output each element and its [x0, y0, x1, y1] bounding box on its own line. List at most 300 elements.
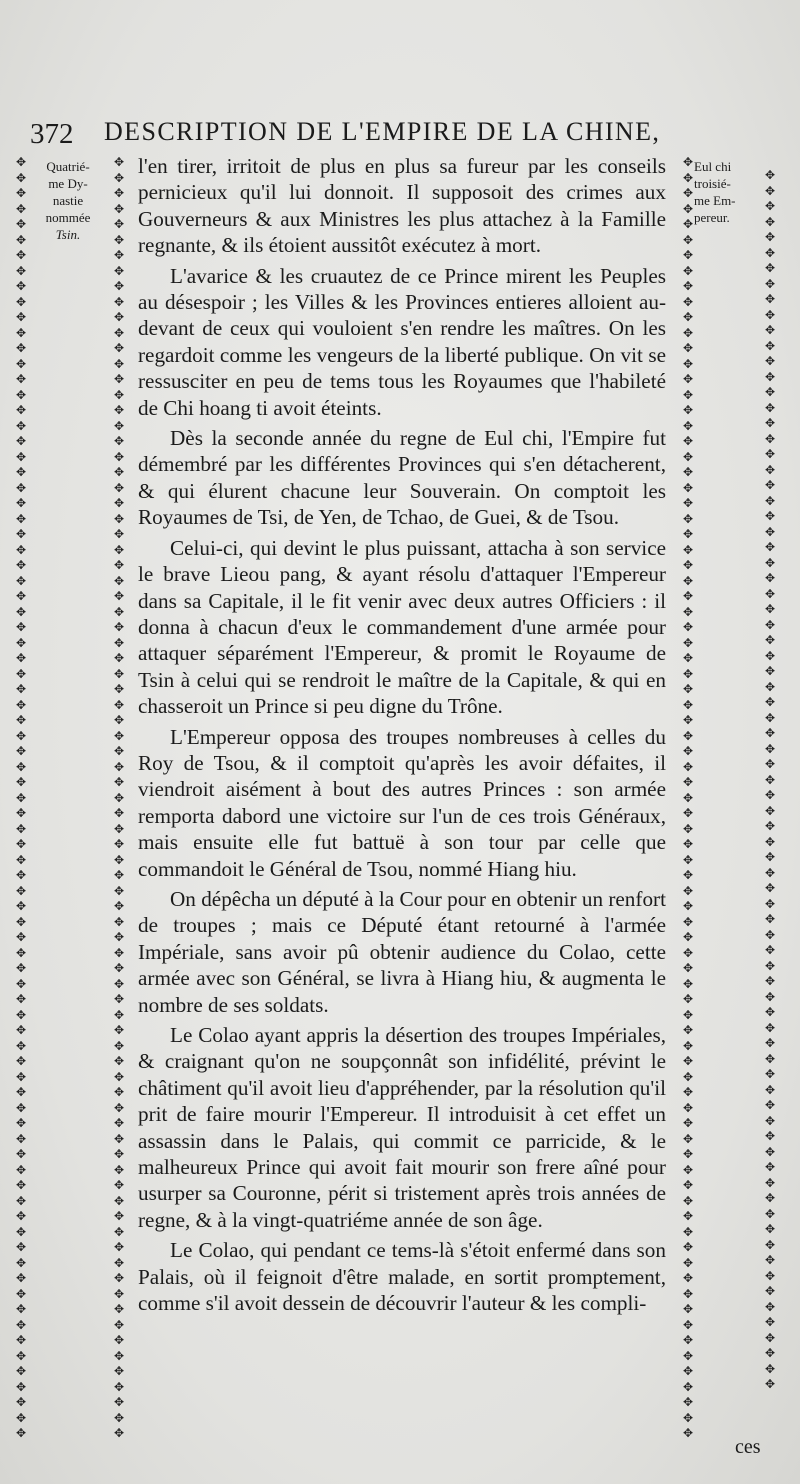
fleuron-ornament-icon: ✥ [682, 1395, 694, 1409]
fleuron-ornament-icon: ✥ [764, 788, 776, 802]
fleuron-ornament-icon: ✥ [15, 1302, 27, 1316]
fleuron-ornament-icon: ✥ [113, 1023, 125, 1037]
fleuron-ornament-icon: ✥ [113, 1131, 125, 1146]
fleuron-ornament-icon: ✥ [682, 651, 694, 665]
fleuron-ornament-icon: ✥ [113, 1085, 125, 1099]
fleuron-ornament-icon: ✥ [113, 821, 125, 836]
fleuron-ornament-icon: ✥ [113, 418, 125, 433]
fleuron-ornament-icon: ✥ [113, 868, 125, 882]
fleuron-ornament-icon: ✥ [682, 635, 694, 650]
fleuron-ornament-icon: ✥ [682, 1240, 694, 1254]
fleuron-ornament-icon: ✥ [682, 325, 694, 340]
body-text [138, 153, 666, 1320]
fleuron-ornament-icon: ✥ [764, 664, 776, 678]
fleuron-ornament-icon: ✥ [682, 558, 694, 572]
fleuron-ornament-icon: ✥ [113, 496, 125, 510]
fleuron-ornament-icon: ✥ [764, 323, 776, 337]
fleuron-ornament-icon: ✥ [15, 1178, 27, 1192]
fleuron-ornament-icon: ✥ [764, 385, 776, 399]
fleuron-ornament-icon: ✥ [113, 1255, 125, 1270]
fleuron-ornament-icon: ✥ [764, 912, 776, 926]
margin-right-line: pereur. [694, 210, 730, 225]
fleuron-ornament-icon: ✥ [15, 635, 27, 650]
fleuron-ornament-icon: ✥ [15, 1116, 27, 1130]
fleuron-ornament-icon: ✥ [682, 1100, 694, 1115]
fleuron-ornament-icon: ✥ [764, 1129, 776, 1143]
fleuron-ornament-icon: ✥ [15, 914, 27, 929]
fleuron-ornament-icon: ✥ [113, 1116, 125, 1130]
fleuron-ornament-icon: ✥ [113, 635, 125, 650]
margin-left-line: me Dy- [48, 176, 88, 191]
fleuron-ornament-icon: ✥ [764, 509, 776, 523]
fleuron-ornament-icon: ✥ [113, 263, 125, 278]
fleuron-ornament-icon: ✥ [113, 310, 125, 324]
fleuron-ornament-icon: ✥ [764, 230, 776, 244]
fleuron-ornament-icon: ✥ [113, 1317, 125, 1332]
fleuron-ornament-icon: ✥ [113, 1271, 125, 1285]
fleuron-ornament-icon: ✥ [15, 480, 27, 495]
fleuron-ornament-icon: ✥ [113, 1348, 125, 1363]
fleuron-ornament-icon: ✥ [113, 403, 125, 417]
fleuron-ornament-icon: ✥ [764, 1144, 776, 1159]
fleuron-ornament-icon: ✥ [764, 1098, 776, 1112]
fleuron-ornament-icon: ✥ [15, 604, 27, 619]
fleuron-ornament-icon: ✥ [113, 1224, 125, 1239]
fleuron-ornament-icon: ✥ [113, 1333, 125, 1347]
fleuron-ornament-icon: ✥ [764, 1175, 776, 1190]
fleuron-ornament-icon: ✥ [15, 589, 27, 603]
fleuron-ornament-icon: ✥ [15, 1286, 27, 1301]
paragraph: On dépêcha un député à la Cour pour en obtenir un renfort de troupes ; mais ce Député étant retourné à l'armée Impériale, sans avoir pû obtenir audience du Colao, cette armée avec son Général, se livra à Hiang hiu, & augmenta le nombre de ses soldats. [138, 886, 666, 1017]
fleuron-ornament-icon: ✥ [15, 682, 27, 696]
fleuron-ornament-icon: ✥ [682, 1116, 694, 1130]
fleuron-ornament-icon: ✥ [113, 1302, 125, 1316]
fleuron-ornament-icon: ✥ [682, 1333, 694, 1347]
fleuron-ornament-icon: ✥ [15, 496, 27, 510]
fleuron-ornament-icon: ✥ [682, 1271, 694, 1285]
fleuron-ornament-icon: ✥ [682, 604, 694, 619]
fleuron-ornament-icon: ✥ [682, 186, 694, 200]
fleuron-ornament-icon: ✥ [764, 1284, 776, 1298]
fleuron-ornament-icon: ✥ [764, 865, 776, 880]
fleuron-ornament-icon: ✥ [15, 1271, 27, 1285]
fleuron-ornament-icon: ✥ [113, 1162, 125, 1177]
fleuron-ornament-icon: ✥ [15, 1193, 27, 1208]
fleuron-ornament-icon: ✥ [15, 1240, 27, 1254]
page-number: 372 [30, 118, 74, 150]
fleuron-ornament-icon: ✥ [682, 403, 694, 417]
fleuron-ornament-icon: ✥ [15, 775, 27, 789]
fleuron-ornament-icon: ✥ [682, 263, 694, 278]
fleuron-ornament-icon: ✥ [15, 1007, 27, 1022]
fleuron-ornament-icon: ✥ [764, 617, 776, 632]
fleuron-ornament-icon: ✥ [15, 155, 27, 169]
fleuron-ornament-icon: ✥ [682, 790, 694, 805]
fleuron-ornament-icon: ✥ [764, 1222, 776, 1236]
fleuron-ornament-icon: ✥ [682, 1162, 694, 1177]
fleuron-ornament-icon: ✥ [682, 868, 694, 882]
fleuron-ornament-icon: ✥ [113, 1007, 125, 1022]
fleuron-ornament-icon: ✥ [764, 834, 776, 849]
fleuron-ornament-icon: ✥ [113, 1038, 125, 1053]
fleuron-ornament-icon: ✥ [15, 542, 27, 557]
fleuron-ornament-icon: ✥ [682, 1348, 694, 1363]
fleuron-ornament-icon: ✥ [764, 648, 776, 663]
fleuron-ornament-icon: ✥ [682, 1085, 694, 1099]
fleuron-ornament-icon: ✥ [682, 449, 694, 464]
fleuron-ornament-icon: ✥ [764, 1346, 776, 1360]
fleuron-ornament-icon: ✥ [113, 697, 125, 712]
fleuron-ornament-icon: ✥ [682, 1131, 694, 1146]
fleuron-ornament-icon: ✥ [15, 186, 27, 200]
fleuron-ornament-icon: ✥ [15, 1038, 27, 1053]
fleuron-ornament-icon: ✥ [113, 527, 125, 541]
fleuron-ornament-icon: ✥ [682, 1147, 694, 1161]
fleuron-ornament-icon: ✥ [113, 604, 125, 619]
fleuron-ornament-icon: ✥ [15, 294, 27, 309]
margin-right-line: Eul chi [694, 159, 732, 174]
margin-right-line: troisié- [694, 176, 731, 191]
fleuron-ornament-icon: ✥ [764, 710, 776, 725]
paragraph: l'en tirer, irritoit de plus en plus sa fureur par les conseils pernicieux qu'il lui donnoit. Il supposoit des crimes aux Gouverneurs & aux Ministres les plus attachez à la Famille regnante, & ils étoient aussitôt exécutez à mort. [138, 154, 666, 258]
fleuron-ornament-icon: ✥ [764, 1206, 776, 1221]
fleuron-ornament-icon: ✥ [764, 261, 776, 275]
fleuron-ornament-icon: ✥ [15, 1317, 27, 1332]
fleuron-ornament-icon: ✥ [15, 1348, 27, 1363]
fleuron-ornament-icon: ✥ [682, 1193, 694, 1208]
fleuron-ornament-icon: ✥ [113, 232, 125, 247]
fleuron-ornament-icon: ✥ [682, 1317, 694, 1332]
fleuron-ornament-icon: ✥ [15, 744, 27, 758]
fleuron-ornament-icon: ✥ [682, 759, 694, 774]
fleuron-ornament-icon: ✥ [15, 620, 27, 634]
fleuron-ornament-icon: ✥ [113, 186, 125, 200]
fleuron-ornament-icon: ✥ [113, 217, 125, 231]
fleuron-ornament-icon: ✥ [682, 713, 694, 727]
fleuron-ornament-icon: ✥ [682, 899, 694, 913]
fleuron-ornament-icon: ✥ [113, 1379, 125, 1394]
fleuron-ornament-icon: ✥ [682, 1255, 694, 1270]
fleuron-ornament-icon: ✥ [15, 201, 27, 216]
fleuron-ornament-icon: ✥ [113, 542, 125, 557]
fleuron-ornament-icon: ✥ [113, 465, 125, 479]
fleuron-ornament-icon: ✥ [682, 1286, 694, 1301]
fleuron-ornament-icon: ✥ [113, 837, 125, 851]
fleuron-ornament-icon: ✥ [15, 434, 27, 448]
fleuron-ornament-icon: ✥ [764, 1020, 776, 1035]
fleuron-ornament-icon: ✥ [764, 1237, 776, 1252]
fleuron-ornament-icon: ✥ [764, 803, 776, 818]
fleuron-ornament-icon: ✥ [682, 1007, 694, 1022]
fleuron-ornament-icon: ✥ [15, 279, 27, 293]
fleuron-ornament-icon: ✥ [764, 338, 776, 353]
fleuron-ornament-icon: ✥ [113, 1147, 125, 1161]
fleuron-ornament-icon: ✥ [682, 372, 694, 386]
fleuron-ornament-icon: ✥ [15, 1131, 27, 1146]
fleuron-ornament-icon: ✥ [682, 930, 694, 944]
paragraph: Le Colao, qui pendant ce tems-là s'étoit enfermé dans son Palais, où il feignoit d'être malade, en sortit promptement, comme s'il avoit dessein de découvrir l'auteur & les compli- [138, 1238, 666, 1316]
fleuron-ornament-icon: ✥ [682, 992, 694, 1006]
fleuron-ornament-icon: ✥ [113, 852, 125, 867]
fleuron-ornament-icon: ✥ [682, 217, 694, 231]
fleuron-ornament-icon: ✥ [764, 958, 776, 973]
fleuron-ornament-icon: ✥ [682, 883, 694, 898]
fleuron-ornament-icon: ✥ [764, 772, 776, 787]
fleuron-ornament-icon: ✥ [764, 1160, 776, 1174]
fleuron-ornament-icon: ✥ [113, 713, 125, 727]
fleuron-ornament-icon: ✥ [682, 232, 694, 247]
fleuron-ornament-icon: ✥ [113, 806, 125, 820]
margin-left-line: Quatrié- [46, 159, 90, 174]
fleuron-ornament-icon: ✥ [764, 633, 776, 647]
margin-right-line: me Em- [694, 193, 736, 208]
fleuron-ornament-icon: ✥ [764, 307, 776, 322]
fleuron-ornament-icon: ✥ [113, 155, 125, 169]
fleuron-ornament-icon: ✥ [113, 728, 125, 743]
fleuron-ornament-icon: ✥ [15, 852, 27, 867]
fleuron-ornament-icon: ✥ [764, 416, 776, 430]
fleuron-ornament-icon: ✥ [113, 914, 125, 929]
fleuron-ornament-icon: ✥ [113, 1193, 125, 1208]
fleuron-ornament-icon: ✥ [682, 527, 694, 541]
fleuron-ornament-icon: ✥ [764, 462, 776, 477]
fleuron-ornament-icon: ✥ [764, 1268, 776, 1283]
fleuron-ornament-icon: ✥ [113, 372, 125, 386]
fleuron-ornament-icon: ✥ [15, 232, 27, 247]
fleuron-ornament-icon: ✥ [682, 682, 694, 696]
fleuron-ornament-icon: ✥ [15, 558, 27, 572]
paragraph: L'Empereur opposa des troupes nombreuses à celles du Roy de Tsou, & il comptoit qu'après les avoir défaites, il viendroit aisément à bout des autres Princes : son armée remporta dabord une victoire sur l'un de ces trois Généraux, mais ensuite elle fut battuë à son tour par celle que commandoit le Général de Tsou, nommé Hiang hiu. [138, 724, 666, 881]
fleuron-ornament-icon: ✥ [15, 666, 27, 681]
fleuron-ornament-icon: ✥ [764, 214, 776, 229]
fleuron-ornament-icon: ✥ [15, 759, 27, 774]
fleuron-ornament-icon: ✥ [682, 1224, 694, 1239]
fleuron-ornament-icon: ✥ [764, 757, 776, 771]
fleuron-ornament-icon: ✥ [15, 527, 27, 541]
fleuron-ornament-icon: ✥ [113, 744, 125, 758]
fleuron-ornament-icon: ✥ [113, 620, 125, 634]
fleuron-ornament-icon: ✥ [15, 883, 27, 898]
fleuron-ornament-icon: ✥ [15, 1333, 27, 1347]
paragraph: Le Colao ayant appris la désertion des troupes Impériales, & craignant qu'on ne soupçonnât son infidélité, prévint le châtiment qu'il avoit lieu d'appréhender, par la résolution qu'il prit de faire mourir l'Empereur. Il introduisit à cet effet un assassin dans le Palais, qui commit ce parricide, & le malheureux Prince qui avoit fait mourir son frere aîné pour usurper sa Couronne, périt si tristement après trois années de regne, & à la vingt-quatriéme année de son âge. [138, 1023, 666, 1232]
fleuron-ornament-icon: ✥ [682, 248, 694, 262]
fleuron-ornament-icon: ✥ [682, 728, 694, 743]
fleuron-ornament-icon: ✥ [682, 1364, 694, 1378]
margin-note-right [694, 158, 764, 226]
fleuron-ornament-icon: ✥ [764, 819, 776, 833]
fleuron-ornament-icon: ✥ [113, 945, 125, 960]
fleuron-ornament-icon: ✥ [15, 1069, 27, 1084]
fleuron-ornament-icon: ✥ [113, 279, 125, 293]
fleuron-ornament-icon: ✥ [764, 1005, 776, 1019]
fleuron-ornament-icon: ✥ [682, 1023, 694, 1037]
fleuron-ornament-icon: ✥ [764, 276, 776, 291]
fleuron-ornament-icon: ✥ [764, 447, 776, 461]
fleuron-ornament-icon: ✥ [682, 744, 694, 758]
fleuron-ornament-icon: ✥ [15, 930, 27, 944]
fleuron-ornament-icon: ✥ [15, 899, 27, 913]
fleuron-ornament-icon: ✥ [113, 883, 125, 898]
fleuron-ornament-icon: ✥ [682, 697, 694, 712]
fleuron-ornament-icon: ✥ [764, 292, 776, 306]
fleuron-ornament-icon: ✥ [113, 480, 125, 495]
fleuron-ornament-icon: ✥ [113, 325, 125, 340]
fleuron-ornament-icon: ✥ [682, 387, 694, 402]
fleuron-ornament-icon: ✥ [682, 434, 694, 448]
fleuron-ornament-icon: ✥ [113, 1410, 125, 1425]
fleuron-ornament-icon: ✥ [764, 183, 776, 198]
running-title: DESCRIPTION DE L'EMPIRE DE LA CHINE, [104, 117, 661, 146]
fleuron-ornament-icon: ✥ [15, 341, 27, 355]
fleuron-ornament-icon: ✥ [113, 589, 125, 603]
fleuron-ornament-icon: ✥ [113, 976, 125, 991]
fleuron-ornament-icon: ✥ [15, 418, 27, 433]
fleuron-ornament-icon: ✥ [15, 1395, 27, 1409]
fleuron-ornament-icon: ✥ [682, 1302, 694, 1316]
fleuron-ornament-icon: ✥ [15, 387, 27, 402]
fleuron-ornament-icon: ✥ [15, 651, 27, 665]
fleuron-ornament-icon: ✥ [682, 341, 694, 355]
fleuron-ornament-icon: ✥ [113, 1286, 125, 1301]
paragraph: L'avarice & les cruautez de ce Prince mirent les Peuples au désespoir ; les Villes & les Provinces entieres alloient au-devant de ceux qui vouloient s'en rendre les maîtres. On les regardoit comme les vengeurs de la liberté publique. On vit se ressusciter en peu de tems tous les Royaumes que l'habileté de Chi hoang ti avoit éteints. [138, 263, 666, 420]
fleuron-ornament-icon: ✥ [682, 961, 694, 975]
fleuron-ornament-icon: ✥ [764, 989, 776, 1004]
fleuron-ornament-icon: ✥ [764, 1051, 776, 1066]
fleuron-ornament-icon: ✥ [113, 248, 125, 262]
fleuron-ornament-icon: ✥ [113, 1178, 125, 1192]
fleuron-ornament-icon: ✥ [682, 170, 694, 185]
fleuron-ornament-icon: ✥ [682, 279, 694, 293]
fleuron-ornament-icon: ✥ [113, 899, 125, 913]
fleuron-ornament-icon: ✥ [113, 511, 125, 526]
fleuron-ornament-icon: ✥ [764, 1253, 776, 1267]
paragraph: Dès la seconde année du regne de Eul chi, l'Empire fut démembré par les différentes Provinces qui s'en détacherent, & qui élurent chacune leur Souverain. On comptoit les Royaumes de Tsi, de Yen, de Tchao, de Guei, & de Tsou. [138, 426, 666, 530]
fleuron-ornament-icon: ✥ [682, 837, 694, 851]
fleuron-ornament-icon: ✥ [113, 1209, 125, 1223]
fleuron-ornament-icon: ✥ [113, 294, 125, 309]
fleuron-ornament-icon: ✥ [15, 325, 27, 340]
ornament-column-left-outer [14, 155, 28, 1450]
fleuron-ornament-icon: ✥ [15, 403, 27, 417]
fleuron-ornament-icon: ✥ [113, 1100, 125, 1115]
fleuron-ornament-icon: ✥ [682, 294, 694, 309]
fleuron-ornament-icon: ✥ [682, 511, 694, 526]
fleuron-ornament-icon: ✥ [15, 263, 27, 278]
fleuron-ornament-icon: ✥ [15, 1224, 27, 1239]
fleuron-ornament-icon: ✥ [682, 589, 694, 603]
fleuron-ornament-icon: ✥ [15, 992, 27, 1006]
fleuron-ornament-icon: ✥ [15, 837, 27, 851]
fleuron-ornament-icon: ✥ [764, 369, 776, 384]
fleuron-ornament-icon: ✥ [15, 248, 27, 262]
fleuron-ornament-icon: ✥ [764, 679, 776, 694]
fleuron-ornament-icon: ✥ [113, 387, 125, 402]
margin-left-line: Tsin. [55, 227, 81, 242]
fleuron-ornament-icon: ✥ [682, 945, 694, 960]
fleuron-ornament-icon: ✥ [764, 478, 776, 492]
fleuron-ornament-icon: ✥ [764, 1377, 776, 1391]
fleuron-ornament-icon: ✥ [113, 759, 125, 774]
fleuron-ornament-icon: ✥ [15, 728, 27, 743]
fleuron-ornament-icon: ✥ [764, 726, 776, 740]
fleuron-ornament-icon: ✥ [764, 741, 776, 756]
paragraph: Celui-ci, qui devint le plus puissant, attacha à son service le brave Lieou pang, & ayant résolu d'attaquer l'Empereur dans sa Capitale, il le fit venir avec deux autres Officiers : il donna à chacun d'eux le commandement d'une armée pour attaquer séparément l'Empereur, & promit le Royaume de Tsin à celui qui se rendroit le maître de la Capitale, & qui en chasseroit un Prince si peu digne du Trône. [138, 535, 666, 719]
fleuron-ornament-icon: ✥ [764, 881, 776, 895]
fleuron-ornament-icon: ✥ [15, 1085, 27, 1099]
fleuron-ornament-icon: ✥ [682, 542, 694, 557]
fleuron-ornament-icon: ✥ [113, 1069, 125, 1084]
fleuron-ornament-icon: ✥ [113, 434, 125, 448]
fleuron-ornament-icon: ✥ [113, 961, 125, 975]
fleuron-ornament-icon: ✥ [113, 930, 125, 944]
fleuron-ornament-icon: ✥ [682, 310, 694, 324]
fleuron-ornament-icon: ✥ [15, 1100, 27, 1115]
fleuron-ornament-icon: ✥ [764, 1299, 776, 1314]
fleuron-ornament-icon: ✥ [764, 400, 776, 415]
fleuron-ornament-icon: ✥ [764, 974, 776, 988]
fleuron-ornament-icon: ✥ [113, 201, 125, 216]
fleuron-ornament-icon: ✥ [15, 976, 27, 991]
fleuron-ornament-icon: ✥ [15, 1364, 27, 1378]
fleuron-ornament-icon: ✥ [113, 651, 125, 665]
fleuron-ornament-icon: ✥ [113, 1426, 125, 1440]
fleuron-ornament-icon: ✥ [15, 713, 27, 727]
fleuron-ornament-icon: ✥ [764, 850, 776, 864]
fleuron-ornament-icon: ✥ [15, 1255, 27, 1270]
fleuron-ornament-icon: ✥ [15, 697, 27, 712]
fleuron-ornament-icon: ✥ [113, 992, 125, 1006]
ornament-column-right-inner [681, 155, 695, 1450]
fleuron-ornament-icon: ✥ [113, 449, 125, 464]
fleuron-ornament-icon: ✥ [764, 555, 776, 570]
fleuron-ornament-icon: ✥ [113, 682, 125, 696]
catchword: ces [735, 1436, 761, 1458]
fleuron-ornament-icon: ✥ [113, 1364, 125, 1378]
margin-note-left [28, 158, 108, 243]
fleuron-ornament-icon: ✥ [15, 310, 27, 324]
fleuron-ornament-icon: ✥ [764, 540, 776, 554]
fleuron-ornament-icon: ✥ [15, 356, 27, 371]
fleuron-ornament-icon: ✥ [682, 666, 694, 681]
fleuron-ornament-icon: ✥ [15, 1054, 27, 1068]
fleuron-ornament-icon: ✥ [113, 558, 125, 572]
fleuron-ornament-icon: ✥ [764, 1067, 776, 1081]
fleuron-ornament-icon: ✥ [682, 356, 694, 371]
fleuron-ornament-icon: ✥ [682, 480, 694, 495]
fleuron-ornament-icon: ✥ [15, 821, 27, 836]
fleuron-ornament-icon: ✥ [113, 666, 125, 681]
fleuron-ornament-icon: ✥ [682, 1038, 694, 1053]
margin-left-line: nommée [45, 210, 91, 225]
fleuron-ornament-icon: ✥ [15, 1426, 27, 1440]
fleuron-ornament-icon: ✥ [764, 168, 776, 182]
fleuron-ornament-icon: ✥ [682, 806, 694, 820]
fleuron-ornament-icon: ✥ [764, 1330, 776, 1345]
fleuron-ornament-icon: ✥ [15, 217, 27, 231]
fleuron-ornament-icon: ✥ [113, 573, 125, 588]
fleuron-ornament-icon: ✥ [113, 1240, 125, 1254]
fleuron-ornament-icon: ✥ [682, 418, 694, 433]
fleuron-ornament-icon: ✥ [682, 201, 694, 216]
fleuron-ornament-icon: ✥ [682, 852, 694, 867]
fleuron-ornament-icon: ✥ [764, 695, 776, 709]
fleuron-ornament-icon: ✥ [682, 914, 694, 929]
fleuron-ornament-icon: ✥ [764, 1082, 776, 1097]
fleuron-ornament-icon: ✥ [15, 511, 27, 526]
fleuron-ornament-icon: ✥ [764, 943, 776, 957]
fleuron-ornament-icon: ✥ [764, 1361, 776, 1376]
fleuron-ornament-icon: ✥ [682, 620, 694, 634]
